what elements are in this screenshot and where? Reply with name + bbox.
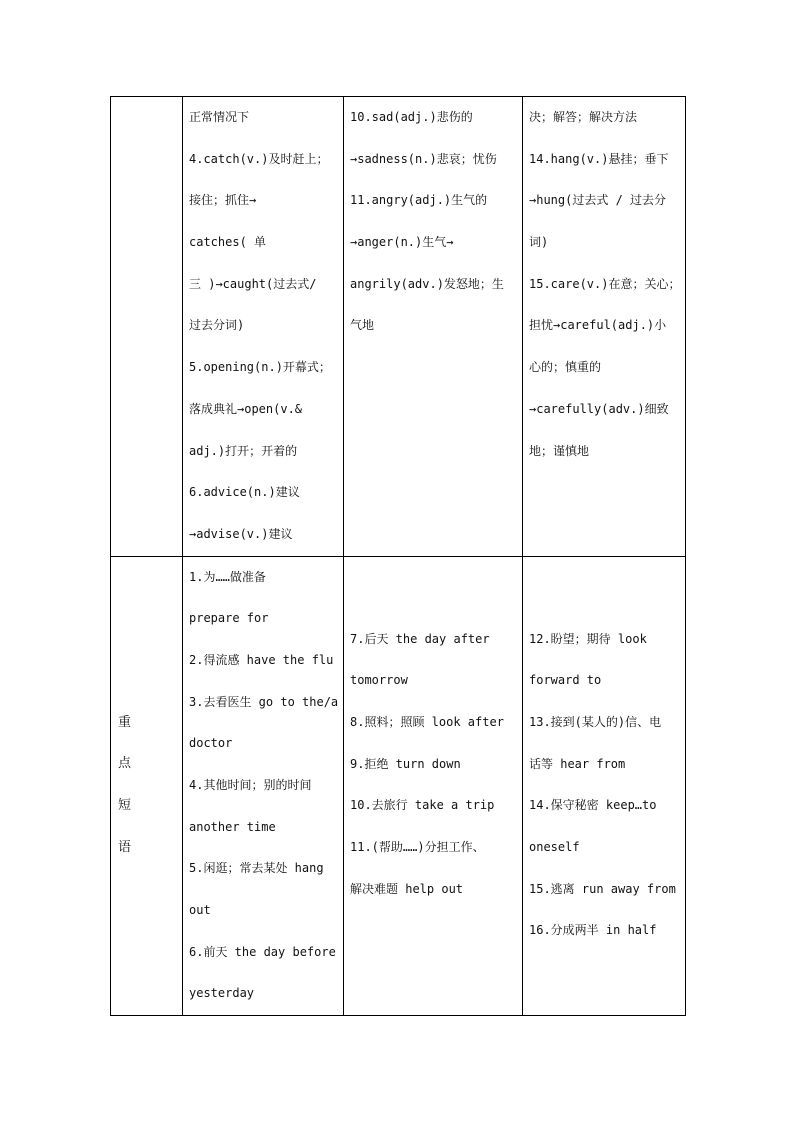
vocab-entry-line: 决；解答；解决方法 xyxy=(529,110,638,124)
phrase-entry-line: 9.拒绝 turn down xyxy=(350,756,461,771)
phrase-entry-line: 2.得流感 have the flu xyxy=(189,652,334,667)
vocab-entry-line: 地；谨慎地 xyxy=(529,443,590,458)
phrase-entry-line: 15.逃离 run away from xyxy=(529,881,676,896)
phrase-entry-line: 7.后天 the day after xyxy=(350,631,490,646)
phrase-entry-line: 3.去看医生 go to the/a xyxy=(189,694,339,709)
vocab-entry-line: angrily(adv.)发怒地；生 xyxy=(350,276,504,291)
phrase-entry-line: 16.分成两半 in half xyxy=(529,923,657,938)
vocab-entry-line: 心的；慎重的 xyxy=(529,360,602,375)
vocab-cell-col3 xyxy=(523,97,686,557)
vocab-entry-line: 15.care(v.)在意；关心； xyxy=(529,276,681,291)
phrase-entry-line: 11.(帮助……)分担工作、 xyxy=(350,840,485,854)
vocab-entry-line: →advise(v.)建议 xyxy=(189,526,293,541)
phrase-entry-line: 14.保守秘密 keep…to xyxy=(529,798,657,813)
vocab-entry-line: →anger(n.)生气→ xyxy=(350,235,454,250)
vocab-entry-line: 6.advice(n.)建议 xyxy=(189,485,300,500)
vocab-entry-line: 气地 xyxy=(350,318,375,333)
row-label-char: 点 xyxy=(118,756,132,772)
phrase-entry-line: yesterday xyxy=(189,986,255,1001)
phrase-entry-line: 6.前天 the day before xyxy=(189,944,336,959)
row-label-char: 重 xyxy=(118,714,132,730)
phrase-entry-line: 12.盼望；期待 look xyxy=(529,631,647,646)
phrase-entry-line: another time xyxy=(189,819,276,834)
vocab-entry-line: 4.catch(v.)及时赶上； xyxy=(189,151,329,166)
vocab-entry-line: catches( 单 xyxy=(189,235,267,250)
vocab-cell-col2 xyxy=(344,97,523,557)
row-label-char: 短 xyxy=(118,797,132,813)
vocab-cell-col1 xyxy=(183,97,344,557)
vocab-entry-line: 14.hang(v.)悬挂；垂下 xyxy=(529,151,669,166)
vocab-entry-line: 11.angry(adj.)生气的 xyxy=(350,193,488,208)
phrase-entry-line: tomorrow xyxy=(350,673,408,688)
vocab-entry-line: 三 )→caught(过去式/ xyxy=(189,276,317,291)
vocab-entry-line: adj.)打开；开着的 xyxy=(189,443,298,458)
vocab-entry-line: 担忧→careful(adj.)小 xyxy=(529,318,667,333)
phrase-entry-line: 4.其他时间；别的时间 xyxy=(189,778,312,792)
vocab-entry-line: 5.opening(n.)开幕式； xyxy=(189,360,331,375)
phrase-entry-line: 13.接到(某人的)信、电 xyxy=(529,714,662,729)
phrase-cell-col1 xyxy=(183,556,344,1016)
row-label-cell xyxy=(111,97,183,557)
vocab-entry-line: 接住；抓住→ xyxy=(189,193,257,208)
vocab-entry-line: →carefully(adv.)细致 xyxy=(529,401,669,416)
phrase-cell-col2 xyxy=(344,556,523,1016)
vocabulary-table xyxy=(110,96,686,1016)
row-label-cell-key-phrases xyxy=(111,556,183,1016)
vocab-entry-line: 过去分词) xyxy=(189,318,245,333)
vocab-entry-line: →sadness(n.)悲哀；忧伤 xyxy=(350,151,497,166)
phrase-entry-line: doctor xyxy=(189,736,233,751)
vocab-entry-line: →hung(过去式 / 过去分 xyxy=(529,193,667,208)
phrase-entry-line: forward to xyxy=(529,673,602,688)
row-label-char: 语 xyxy=(118,839,132,855)
phrase-entry-line: 话等 hear from xyxy=(529,756,626,771)
vocab-entry-line: 词) xyxy=(529,235,549,250)
vocab-entry-line: 正常情况下 xyxy=(189,110,250,124)
vocab-entry-line: 落成典礼→open(v.& xyxy=(189,401,303,416)
phrase-entry-line: prepare for xyxy=(189,611,269,626)
phrase-entry-line: out xyxy=(189,903,211,918)
phrase-entry-line: 10.去旅行 take a trip xyxy=(350,798,495,813)
vocab-entry-line: 10.sad(adj.)悲伤的 xyxy=(350,110,473,124)
phrase-entry-line: 解决难题 help out xyxy=(350,881,464,896)
phrase-cell-col3 xyxy=(523,556,686,1016)
phrase-entry-line: 1.为……做准备 xyxy=(189,569,266,584)
phrase-entry-line: oneself xyxy=(529,840,580,854)
phrase-entry-line: 5.闲逛；常去某处 hang xyxy=(189,861,324,876)
table-row-key-phrases xyxy=(111,556,686,1016)
phrase-entry-line: 8.照料；照顾 look after xyxy=(350,714,504,729)
table-row-vocabulary xyxy=(111,97,686,557)
